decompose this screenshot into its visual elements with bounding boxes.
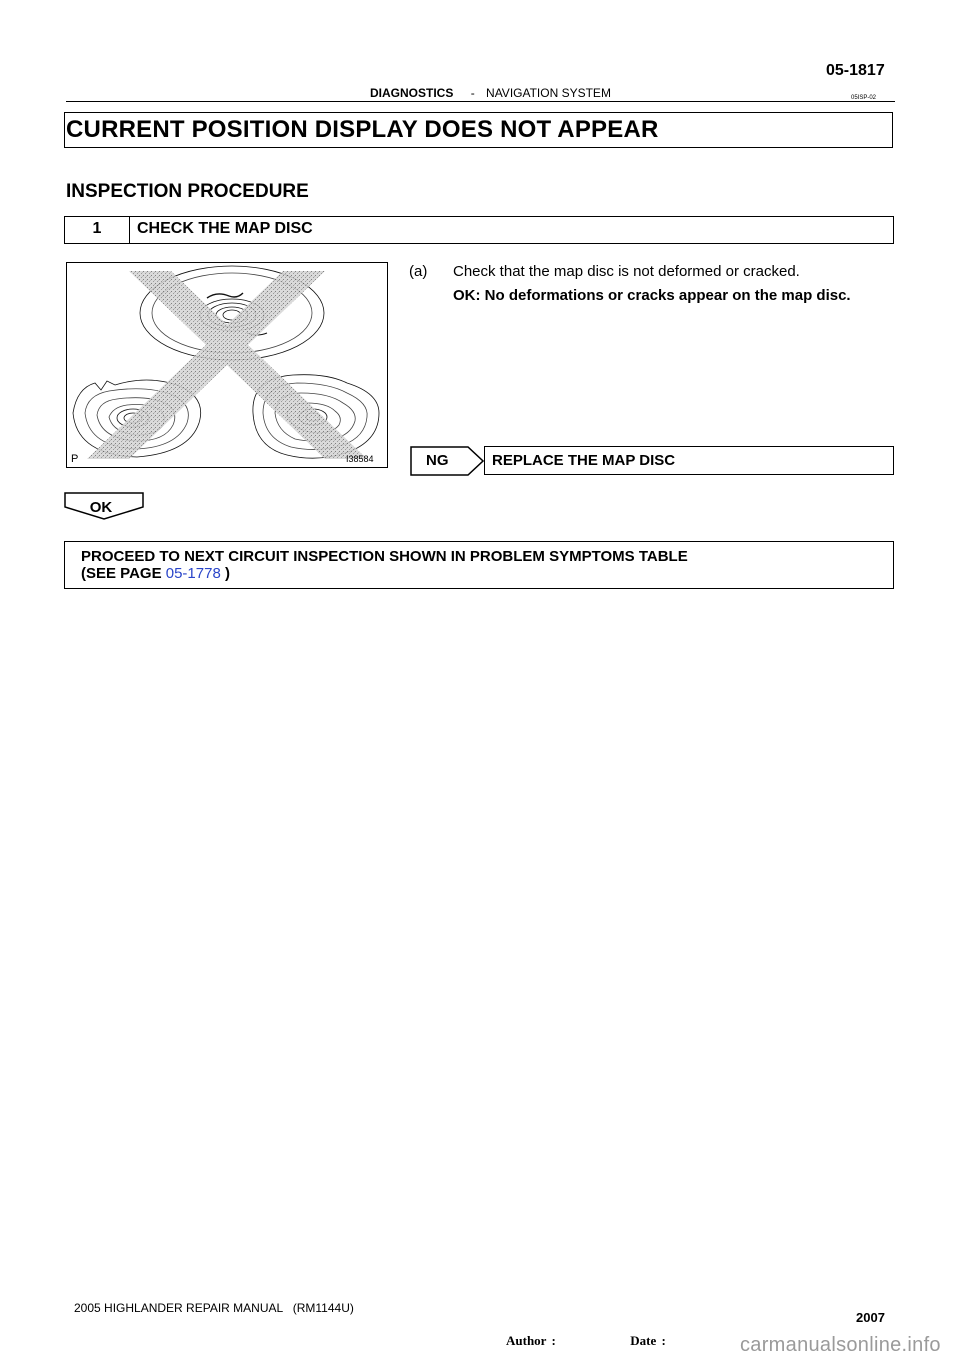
step-number: 1 [92,220,102,237]
figure-id: I38584 [346,454,374,464]
page-reference-link[interactable]: 05-1778 [165,565,221,582]
ok-label: OK [89,499,113,516]
author-date-line [506,1333,666,1349]
instruction-text: Check that the map disc is not deformed or cracked. [453,263,800,280]
deformed-disc-figure [67,263,387,467]
proceed-text-line2 [81,565,230,582]
doc-code: 05ISP-02 [851,95,877,101]
manual-title: 2005 HIGHLANDER REPAIR MANUAL (RM1144U) [74,1301,354,1315]
page-title: CURRENT POSITION DISPLAY DOES NOT APPEAR [66,116,659,143]
header-rule [66,101,895,102]
author-label: Author : [506,1333,556,1348]
date-label: Date : [630,1333,666,1348]
proceed-text-line1: PROCEED TO NEXT CIRCUIT INSPECTION SHOWN IN PROBLEM SYMPTOMS TABLE [81,548,688,565]
page-number: 05-1817 [826,62,885,79]
map-disc-illustration [66,262,388,468]
ok-criteria: OK: No deformations or cracks appear on the map disc. [453,287,851,304]
figure-corner-letter: P [71,453,79,465]
watermark: carmanualsonline.info [740,1334,941,1356]
header-section [370,86,611,100]
section-subheading: INSPECTION PROCEDURE [66,181,309,202]
instruction-label: (a) [409,263,428,280]
section-name: DIAGNOSTICS [370,86,454,100]
ng-label: NG [426,452,449,469]
ng-action-text: REPLACE THE MAP DISC [492,452,676,469]
section-separator: - [470,86,475,100]
proceed-close-paren: ) [224,565,230,582]
footer-year: 2007 [856,1310,885,1325]
subsection-name: NAVIGATION SYSTEM [486,86,611,100]
step-title: CHECK THE MAP DISC [137,220,313,237]
proceed-see-page: (SEE PAGE [81,565,162,582]
